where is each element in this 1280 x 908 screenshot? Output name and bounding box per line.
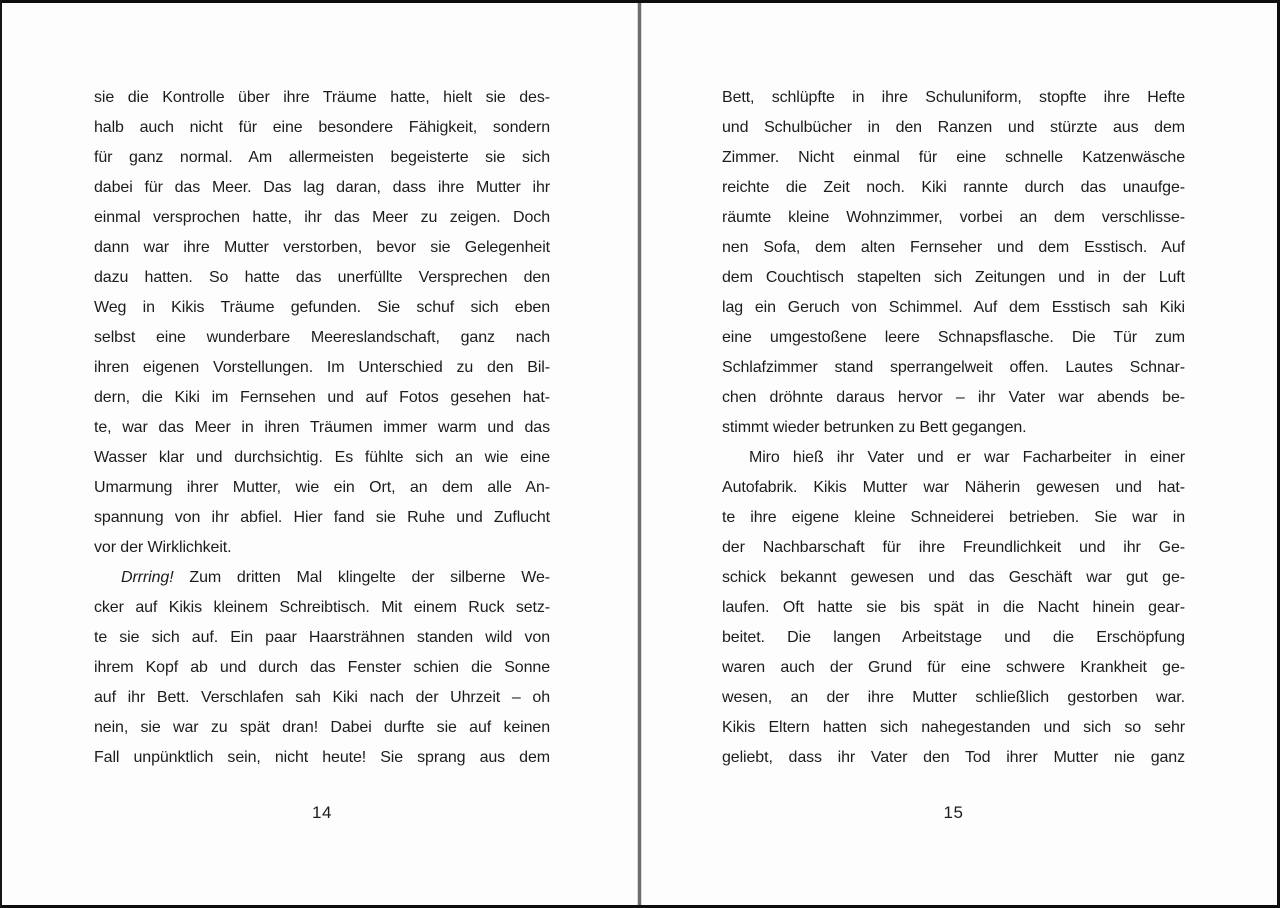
- text-line: lag ein Geruch von Schimmel. Auf dem Esstisch sah Kiki: [722, 299, 1185, 316]
- text-line: sie die Kontrolle über ihre Träume hatte, hielt sie des-: [94, 89, 550, 106]
- text-line: Fall unpünktlich sein, nicht heute! Sie sprang aus dem: [94, 749, 550, 766]
- text-line: Miro hieß ihr Vater und er war Facharbeiter in einer: [749, 449, 1185, 466]
- text-line: dazu hatten. So hatte das unerfüllte Versprechen den: [94, 269, 550, 286]
- page-number-left: 14: [312, 803, 332, 822]
- text-line: chen dröhnte daraus hervor – ihr Vater war abends be-: [722, 389, 1185, 406]
- text-line: schick bekannt gewesen und das Geschäft war gut ge-: [722, 569, 1185, 586]
- text-line: eine umgestoßene leere Schnapsflasche. Die Tür zum: [722, 329, 1185, 346]
- page-text-right: [722, 83, 1185, 773]
- scan-edge-left: [0, 0, 2, 908]
- text-line: dem Couchtisch stapelten sich Zeitungen und in der Luft: [722, 269, 1185, 286]
- text-line: te, war das Meer in ihren Träumen immer warm und das: [94, 419, 550, 436]
- text-line: laufen. Oft hatte sie bis spät in die Nacht hinein gear-: [722, 599, 1185, 616]
- text-line: waren auch der Grund für eine schwere Krankheit ge-: [722, 659, 1185, 676]
- text-line: geliebt, dass ihr Vater den Tod ihrer Mutter nie ganz: [722, 749, 1185, 766]
- text-line: reichte die Zeit noch. Kiki rannte durch das unaufge-: [722, 179, 1185, 196]
- text-line: und Schulbücher in den Ranzen und stürzte aus dem: [722, 119, 1185, 136]
- text-line: Schlafzimmer stand sperrangelweit offen. Lautes Schnar-: [722, 359, 1185, 376]
- text-line: beitet. Die langen Arbeitstage und die Erschöpfung: [722, 629, 1185, 646]
- text-line: der Nachbarschaft für ihre Freundlichkeit und ihr Ge-: [722, 539, 1185, 556]
- text-line: vor der Wirklichkeit.: [94, 539, 232, 556]
- text-line: Bett, schlüpfte in ihre Schuluniform, stopfte ihre Hefte: [722, 89, 1185, 106]
- text-line: dern, die Kiki im Fernsehen und auf Fotos gesehen hat-: [94, 389, 550, 406]
- page-gutter-divider: [638, 0, 641, 908]
- text-line: Autofabrik. Kikis Mutter war Näherin gewesen und hat-: [722, 479, 1185, 496]
- italic-sound-word: Drrring!: [121, 569, 174, 586]
- text-line: Wasser klar und durchsichtig. Es fühlte sich an wie eine: [94, 449, 550, 466]
- text-line: te sie sich auf. Ein paar Haarsträhnen standen wild von: [94, 629, 550, 646]
- text-line: ihrem Kopf ab und durch das Fenster schien die Sonne: [94, 659, 550, 676]
- text-line: nein, sie war zu spät dran! Dabei durfte sie auf keinen: [94, 719, 550, 736]
- page-text-left: [94, 83, 550, 773]
- text-line: spannung von ihr abfiel. Hier fand sie Ruhe und Zuflucht: [94, 509, 550, 526]
- text-line: auf ihr Bett. Verschlafen sah Kiki nach der Uhrzeit – oh: [94, 689, 550, 706]
- text-line: Umarmung ihrer Mutter, wie ein Ort, an dem alle An-: [94, 479, 550, 496]
- text-line: Drrring! Zum dritten Mal klingelte der silberne We-: [121, 569, 550, 586]
- text-line: ihren eigenen Vorstellungen. Im Unterschied zu den Bil-: [94, 359, 550, 376]
- text-line: halb auch nicht für eine besondere Fähigkeit, sondern: [94, 119, 550, 136]
- text-line: nen Sofa, dem alten Fernseher und dem Esstisch. Auf: [722, 239, 1185, 256]
- text-line: cker auf Kikis kleinem Schreibtisch. Mit einem Ruck setz-: [94, 599, 550, 616]
- text-line: dann war ihre Mutter verstorben, bevor sie Gelegenheit: [94, 239, 550, 256]
- text-line: dabei für das Meer. Das lag daran, dass ihre Mutter ihr: [94, 179, 550, 196]
- page-number-right: 15: [943, 803, 964, 822]
- text-line: einmal versprochen hatte, ihr das Meer zu zeigen. Doch: [94, 209, 550, 226]
- text-line: für ganz normal. Am allermeisten begeisterte sie sich: [94, 149, 550, 166]
- scan-edge-top: [0, 0, 1280, 3]
- text-line: wesen, an der ihre Mutter schließlich gestorben war.: [722, 689, 1185, 706]
- text-line: Weg in Kikis Träume gefunden. Sie schuf sich eben: [94, 299, 550, 316]
- text-line: stimmt wieder betrunken zu Bett gegangen.: [722, 419, 1027, 436]
- text-line: Kikis Eltern hatten sich nahegestanden und sich so sehr: [722, 719, 1185, 736]
- text-line: selbst eine wunderbare Meereslandschaft, ganz nach: [94, 329, 550, 346]
- text-line: Zimmer. Nicht einmal für eine schnelle Katzenwäsche: [722, 149, 1185, 166]
- text-line: räumte kleine Wohnzimmer, vorbei an dem verschlisse-: [722, 209, 1185, 226]
- text-line: te ihre eigene kleine Schneiderei betrieben. Sie war in: [722, 509, 1185, 526]
